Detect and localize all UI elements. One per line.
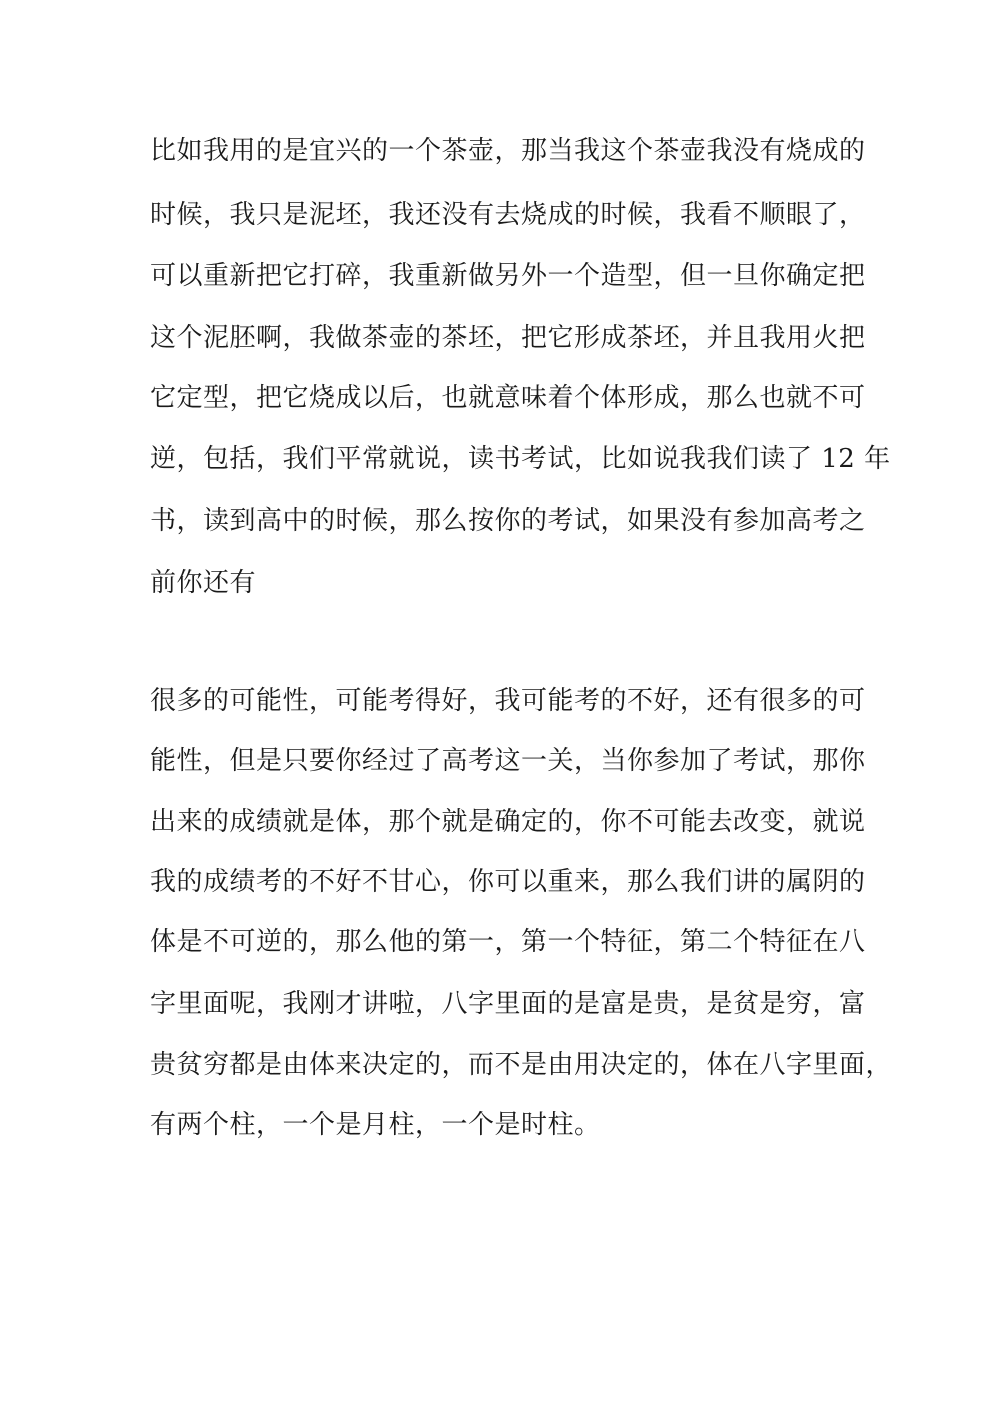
paragraph-2-line-2: 能性，但是只要你经过了高考这一关，当你参加了考试，那你: [150, 746, 866, 776]
paragraph-1-line-7: 书，读到高中的时候，那么按你的考试，如果没有参加高考之: [150, 506, 866, 536]
paragraph-1-line-8: 前你还有: [150, 568, 257, 598]
paragraph-2-line-8: 有两个柱，一个是月柱，一个是时柱。: [150, 1110, 601, 1140]
paragraph-1-line-3: 可以重新把它打碎，我重新做另外一个造型，但一旦你确定把: [150, 261, 866, 291]
paragraph-2-line-7: 贵贫穷都是由体来决定的，而不是由用决定的，体在八字里面，: [150, 1050, 893, 1080]
paragraph-2-line-6: 字里面呢，我刚才讲啦，八字里面的是富是贵，是贫是穷，富: [150, 989, 866, 1019]
paragraph-1-line-6: 逆，包括，我们平常就说，读书考试，比如说我我们读了 12 年: [150, 444, 891, 474]
paragraph-2-line-3: 出来的成绩就是体，那个就是确定的，你不可能去改变，就说: [150, 807, 866, 837]
paragraph-2-line-4: 我的成绩考的不好不甘心，你可以重来，那么我们讲的属阴的: [150, 867, 866, 897]
paragraph-2-line-5: 体是不可逆的，那么他的第一，第一个特征，第二个特征在八: [150, 927, 866, 957]
paragraph-1-line-4: 这个泥胚啊，我做茶壶的茶坯，把它形成茶坯，并且我用火把: [150, 323, 866, 353]
paragraph-2-line-1: 很多的可能性，可能考得好，我可能考的不好，还有很多的可: [150, 686, 866, 716]
paragraph-1-line-5: 它定型，把它烧成以后，也就意味着个体形成，那么也就不可: [150, 383, 866, 413]
paragraph-1-line-2: 时候，我只是泥坯，我还没有去烧成的时候，我看不顺眼了，: [150, 200, 866, 230]
paragraph-1-line-1: 比如我用的是宜兴的一个茶壶，那当我这个茶壶我没有烧成的: [150, 136, 866, 166]
